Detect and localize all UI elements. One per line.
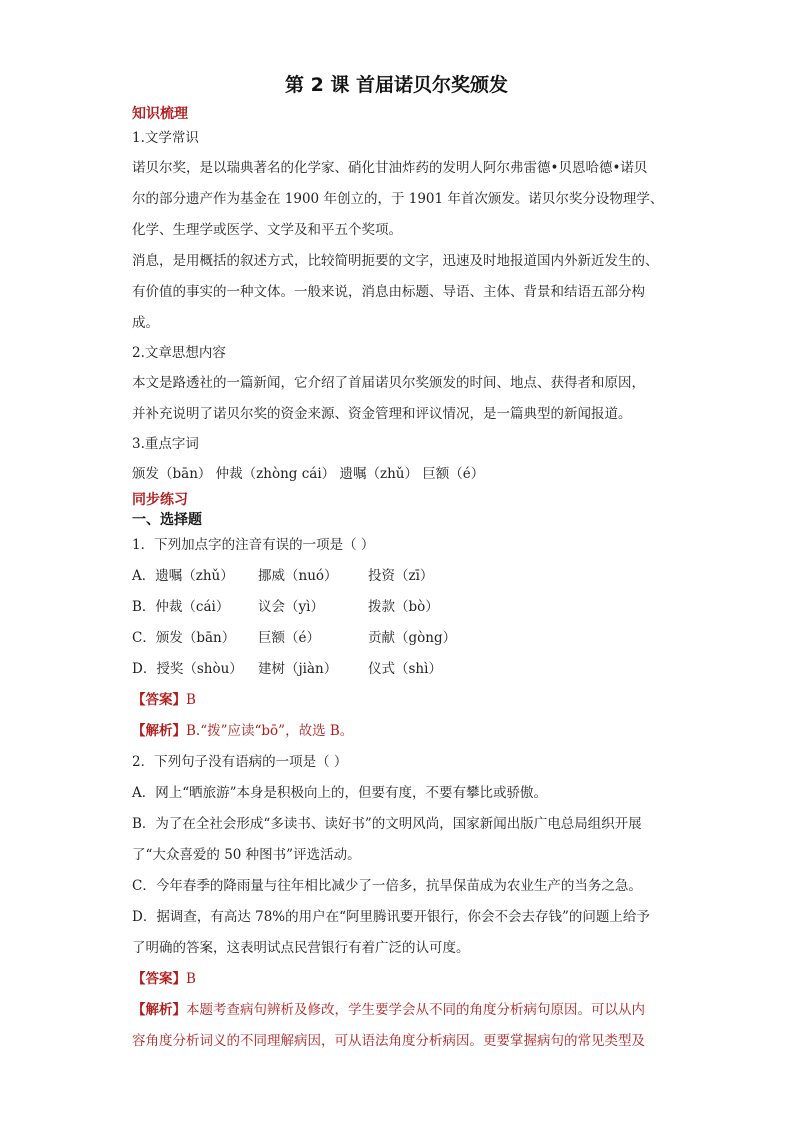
- paragraph-line: 诺贝尔奖，是以瑞典著名的化学家、硝化甘油炸药的发明人阿尔弗雷德•贝恩哈德•诺贝: [132, 160, 648, 176]
- analysis-text: B.“拨”应读“bō”，故选 B。: [186, 723, 354, 739]
- paragraph-line: 消息，是用概括的叙述方式，比较简明扼要的文字，迅速及时地报道国内外新近发生的、: [132, 253, 659, 269]
- subheading-key-words: 3.重点字词: [132, 436, 199, 452]
- question-2-option-line: C．今年春季的降雨量与往年相比减少了一倍多，抗旱保苗成为农业生产的当务之急。: [132, 878, 642, 894]
- option-cell: 议会（yì）: [258, 599, 324, 615]
- answer-value: B: [186, 971, 196, 987]
- paragraph-line: 并补充说明了诺贝尔奖的资金来源、资金管理和评议情况，是一篇典型的新闻报道。: [132, 406, 632, 422]
- question-1-stem: 1．下列加点字的注音有误的一项是（ ）: [132, 537, 375, 553]
- subheading-literary-knowledge: 1.文学常识: [132, 130, 199, 146]
- answer-value: B: [186, 692, 196, 708]
- question-1-option-d: [132, 654, 672, 685]
- analysis-tag: 【解析】: [132, 1002, 186, 1018]
- option-cell: 仪式（shì）: [368, 661, 442, 677]
- paragraph-line: 本文是路透社的一篇新闻，它介绍了首届诺贝尔奖颁发的时间、地点、获得者和原因，: [132, 375, 645, 391]
- question-2-option-line: 了明确的答案，这表明试点民营银行有着广泛的认可度。: [132, 940, 470, 956]
- document-body: [132, 104, 672, 1057]
- option-cell: 建树（jiàn）: [258, 661, 338, 677]
- option-cell: 投资（zī）: [368, 568, 434, 584]
- option-cell: B．仲裁（cái）: [132, 599, 230, 615]
- option-cell: 挪威（nuó）: [258, 568, 338, 584]
- analysis-text: 本题考查病句辨析及修改，学生要学会从不同的角度分析病句原因。可以从内: [186, 1002, 645, 1018]
- option-cell: C．颁发（bān）: [132, 630, 236, 646]
- option-cell: A．遗嘱（zhǔ）: [132, 568, 234, 584]
- question-2-analysis-continued: 容角度分析词义的不同理解病因，可从语法角度分析病因。更要掌握病句的常见类型及: [132, 1033, 645, 1049]
- question-1-option-a: [132, 561, 672, 592]
- question-2-stem: 2．下列句子没有语病的一项是（ ）: [132, 754, 348, 770]
- option-cell: 巨额（é）: [258, 630, 320, 646]
- question-2-answer: [132, 964, 672, 995]
- question-2-option-line: A．网上“晒旅游”本身是积极向上的，但要有度，不要有攀比或骄傲。: [132, 785, 548, 801]
- answer-tag: 【答案】: [132, 971, 186, 987]
- question-1-option-c: [132, 623, 672, 654]
- option-cell: 贡献（gòng）: [368, 630, 457, 646]
- paragraph-line: 尔的部分遗产作为基金在 1900 年创立的，于 1901 年首次颁发。诺贝尔奖分设物理学、: [132, 191, 664, 207]
- question-1-option-b: [132, 592, 672, 623]
- paragraph-line: 成。: [132, 315, 159, 331]
- option-cell: 拨款（bò）: [368, 599, 439, 615]
- key-words-line: 颁发（bān） 仲裁（zhòng cái） 遗嘱（zhǔ） 巨额（é）: [132, 466, 485, 482]
- option-cell: D．授奖（shòu）: [132, 661, 243, 677]
- question-2-option-line: B．为了在全社会形成“多读书、读好书”的文明风尚，国家新闻出版广电总局组织开展: [132, 816, 642, 832]
- question-1-answer: [132, 685, 672, 716]
- question-2-analysis: [132, 995, 672, 1026]
- paragraph-line: 有价值的事实的一种文体。一般来说，消息由标题、导语、主体、背景和结语五部分构: [132, 284, 645, 300]
- section-heading-knowledge: 知识梳理: [132, 106, 188, 122]
- answer-tag: 【答案】: [132, 692, 186, 708]
- analysis-tag: 【解析】: [132, 723, 186, 739]
- page-title: 第 2 课 首届诺贝尔奖颁发: [284, 74, 509, 96]
- paragraph-line: 化学、生理学或医学、文学及和平五个奖项。: [132, 222, 402, 238]
- subheading-article-content: 2.文章思想内容: [132, 345, 226, 361]
- question-1-analysis: [132, 716, 672, 747]
- subheading-multiple-choice: 一、选择题: [132, 512, 202, 528]
- question-2-option-line: D．据调查，有高达 78%的用户在“阿里腾讯要开银行，你会不会去存钱”的问题上给予: [132, 909, 650, 925]
- question-2-option-line: 了“大众喜爱的 50 种图书”评选活动。: [132, 847, 361, 863]
- section-heading-practice: 同步练习: [132, 492, 188, 508]
